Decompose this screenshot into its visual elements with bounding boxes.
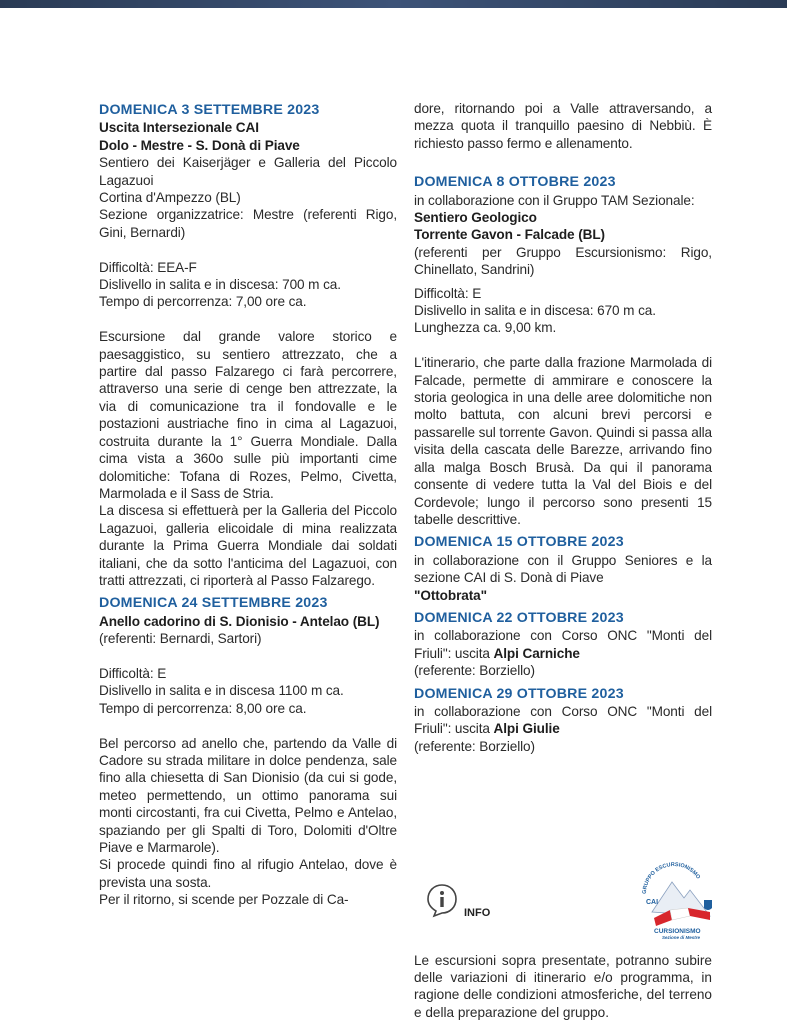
event-referents: (referenti: Bernardi, Sartori) — [99, 631, 262, 647]
event-collaboration — [414, 627, 712, 662]
info-label: INFO — [464, 907, 491, 919]
event-title: Alpi Giulie — [493, 721, 560, 737]
info-section — [414, 860, 714, 940]
event-elevation: Dislivello in salita e in discesa 1100 m ca. — [99, 683, 344, 699]
event-text: Si procede quindi fino al rifugio Antelao, dove è prevista una sosta. — [99, 857, 397, 890]
event-referents: (referenti per Gruppo Escursionismo: Rigo, Chinellato, Sandrini) — [414, 244, 712, 278]
event-collaboration: in collaborazione con il Gruppo Seniores e la sezione CAI di S. Donà di Piave — [414, 552, 712, 586]
info-icon — [424, 882, 460, 918]
event-duration: Tempo di percorrenza: 8,00 ore ca. — [99, 700, 307, 716]
event-difficulty: Difficoltà: EEA-F — [99, 259, 197, 275]
left-column — [99, 102, 397, 909]
event-duration: Tempo di percorrenza: 7,00 ore ca. — [99, 294, 307, 310]
event-24-settembre — [99, 595, 397, 908]
event-15-ottobre — [414, 534, 712, 604]
event-date: DOMENICA 22 OTTOBRE 2023 — [414, 609, 624, 626]
event-title: Uscita Intersezionale CAI — [99, 120, 259, 136]
event-subtitle: Dolo - Mestre - S. Donà di Piave — [99, 137, 300, 153]
event-text: La discesa si effettuerà per la Galleria del Piccolo Lagazuoi, galleria elicoidale di mina realizzata durante la Prima Guerra Mondiale dai soldati italiani, che da sotto l'anticima del Lagazuoi, con tratti attrezzati, ci riporterà al Passo Falzarego. — [99, 503, 397, 588]
event-organizer: Sezione organizzatrice: Mestre (referenti Rigo, Gini, Bernardi) — [99, 207, 397, 240]
top-banner-edge — [0, 0, 787, 8]
logo-cai-text: CAI — [646, 899, 659, 906]
event-subtitle: Torrente Gavon - Falcade (BL) — [414, 227, 605, 243]
event-difficulty: Difficoltà: E — [414, 285, 482, 301]
event-date: DOMENICA 8 OTTOBRE 2023 — [414, 174, 616, 191]
collab-text: in collaborazione con Corso ONC "Monti del Friuli": uscita — [414, 703, 712, 737]
event-date: DOMENICA 3 SETTEMBRE 2023 — [99, 102, 320, 118]
event-place: Cortina d'Ampezzo (BL) — [99, 190, 241, 206]
event-title: "Ottobrata" — [414, 587, 487, 603]
info-text: Le escursioni sopra presentate, potranno subire delle variazioni di itinerario e/o programma, in ragione delle condizioni atmosferiche, del terreno e della preparazione del gruppo. — [414, 952, 712, 1020]
right-column — [414, 100, 712, 755]
event-text: L'itinerario, che parte dalla frazione Marmolada di Falcade, permette di ammirare e conoscere la storia geologica in una delle aree dolomitiche non molto battuta, con alcuni brevi percorsi e passarelle sul torrente Gavon. Quindi si passa alla visita della cascata delle Barezze, arrivando fino alla malga Bosch Brusà. Da qui il panorama consente di vedere tutta la Val del Biois e del Cordevole; lungo il percorso sono presenti 15 tabelle descrittive. — [414, 355, 712, 527]
event-title: Sentiero Geologico — [414, 210, 537, 226]
event-text: Escursione dal grande valore storico e paesaggistico, su sentiero attrezzato, che a partire dal passo Falzarego ci farà percorrere, attraverso una serie di cenge ben attrezzate, la via di comunicazione tra il fondovalle e le postazioni austriache fino in cima al Lagazuoi, costruita durante la 1° Guerra Mondiale. Dalla cima vista a 360o sulle più importanti cime dolomitiche: Tofana di Rozes, Pelmo, Civetta, Marmolada e il Sass de Stria. — [99, 329, 397, 501]
logo-subtitle-text: Sezione di Mestre — [662, 935, 701, 940]
event-elevation: Dislivello in salita e in discesa: 700 m ca. — [99, 277, 341, 293]
cai-escursionismo-logo — [624, 860, 724, 940]
event-3-settembre — [99, 102, 397, 589]
event-29-ottobre — [414, 686, 712, 756]
event-difficulty: Difficoltà: E — [99, 665, 167, 681]
logo-arc-text: GRUPPO ESCURSIONISMO — [641, 861, 702, 895]
event-collaboration — [414, 703, 712, 738]
event-referents: (referente: Borziello) — [414, 738, 535, 754]
logo-title-text: CURSIONISMO — [654, 928, 701, 935]
collab-text: in collaborazione con Corso ONC "Monti del Friuli": uscita — [414, 628, 712, 661]
event-elevation: Dislivello in salita e in discesa: 670 m ca. — [414, 303, 656, 319]
event-title: Anello cadorino di S. Dionisio - Antelao (BL) — [99, 613, 380, 629]
event-text: Per il ritorno, si scende per Pozzale di Ca- — [99, 892, 349, 908]
event-description: Sentiero dei Kaiserjäger e Galleria del Piccolo Lagazuoi — [99, 155, 397, 188]
event-length: Lunghezza ca. 9,00 km. — [414, 320, 557, 336]
event-referents: (referente: Borziello) — [414, 663, 535, 679]
event-date: DOMENICA 15 OTTOBRE 2023 — [414, 534, 624, 551]
event-date: DOMENICA 24 SETTEMBRE 2023 — [99, 595, 328, 612]
event-title: Alpi Carniche — [493, 645, 580, 661]
event-date: DOMENICA 29 OTTOBRE 2023 — [414, 685, 624, 702]
event-text: Bel percorso ad anello che, partendo da Valle di Cadore su strada militare in dolce pendenza, sale fino alla chiesetta di San Dionisio (da cui si gode, meteo permettendo, un ottimo panorama sui monti circostanti, fra cui Civetta, Pelmo e Antelao, spaziando per gli Spalti di Toro, Dolomiti d'Oltre Piave e Marmarole). — [99, 735, 397, 855]
event-22-ottobre — [414, 610, 712, 680]
event-collaboration: in collaborazione con il Gruppo TAM Sezionale: — [414, 192, 695, 208]
event-8-ottobre — [414, 174, 712, 528]
continued-text: dore, ritornando poi a Valle attraversando, a mezza quota il tranquillo paesino di Nebbiù. È richiesto passo fermo e allenamento. — [414, 101, 712, 151]
